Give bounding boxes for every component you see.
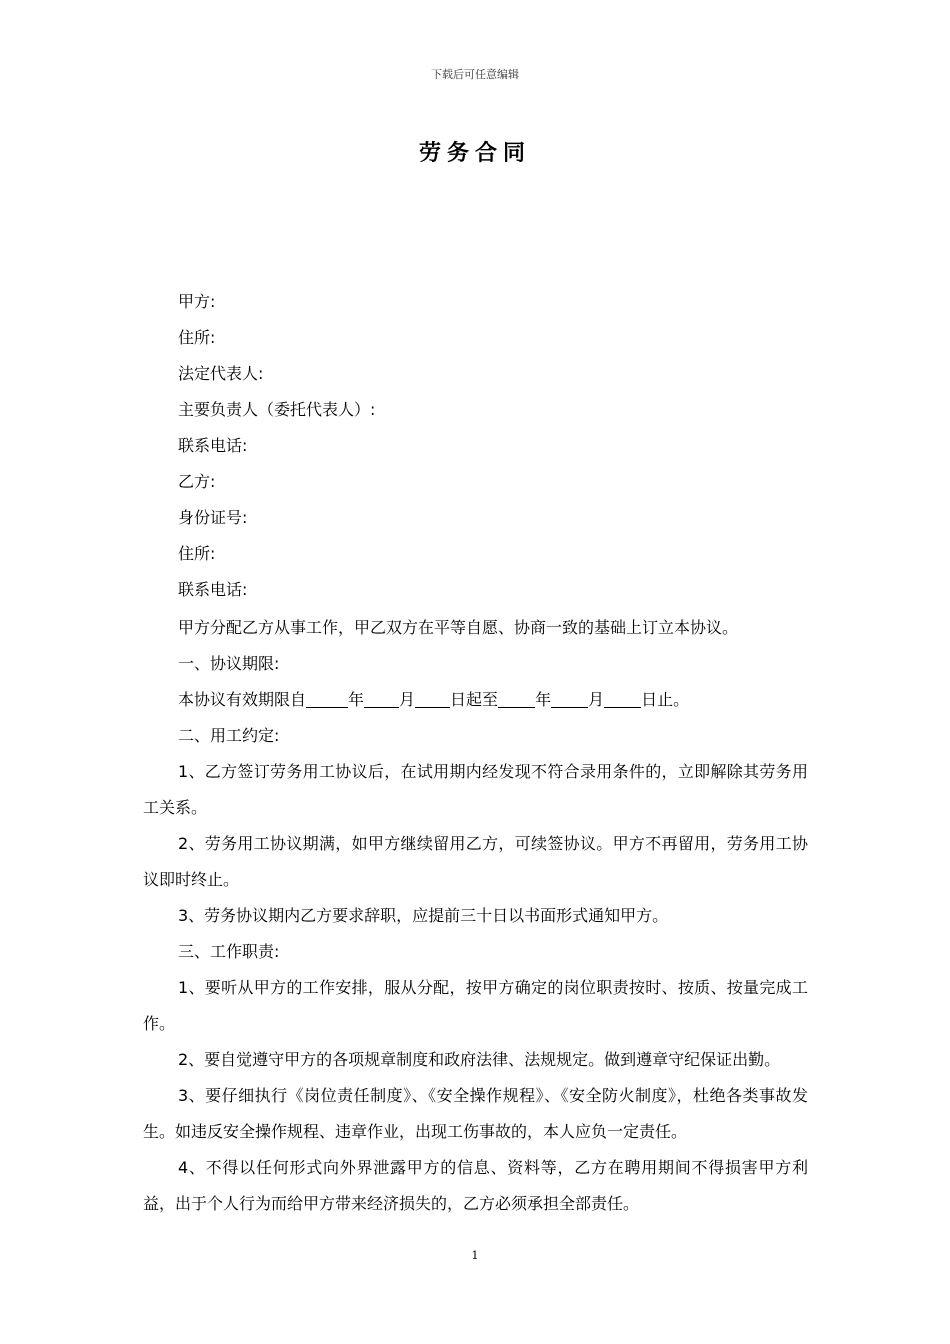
duty-item-4: 4、不得以任何形式向外界泄露甲方的信息、资料等，乙方在聘用期间不得损害甲方利益，出于个人行为而给甲方带来经济损失的，乙方必须承担全部责任。 (143, 1158, 808, 1213)
start-day-blank (415, 689, 450, 708)
section-heading-duties: 三、工作职责: (178, 942, 280, 961)
party-b-address-label: 住所: (178, 544, 216, 563)
contract-body (143, 610, 808, 1222)
intro-paragraph: 甲方分配乙方从事工作，甲乙双方在平等自愿、协商一致的基础上订立本协议。 (178, 618, 739, 637)
end-month-blank (551, 689, 588, 708)
principal-label: 主要负责人（委托代表人）: (178, 400, 376, 419)
term-text-month: 月 (399, 690, 416, 709)
term-text-start: 本协议有效期限自 (178, 690, 307, 709)
term-paragraph (143, 682, 808, 718)
party-a-label: 甲方: (178, 292, 216, 311)
term-text-year: 年 (348, 690, 365, 709)
party-b-phone-label: 联系电话: (178, 580, 248, 599)
employment-item-1: 1、乙方签订劳务用工协议后，在试用期内经发现不符合录用条件的，立即解除其劳务用工关系。 (143, 762, 808, 817)
term-text-end: 日止。 (641, 690, 690, 709)
term-text-month-2: 月 (588, 690, 605, 709)
id-number-label: 身份证号: (178, 508, 248, 527)
party-a-address-label: 住所: (178, 328, 216, 347)
party-b-label: 乙方: (178, 472, 216, 491)
start-year-blank (306, 689, 348, 708)
page-number: 1 (471, 1249, 479, 1262)
end-year-blank (498, 689, 535, 708)
employment-item-2: 2、劳务用工协议期满，如甲方继续留用乙方，可续签协议。甲方不再留用，劳务用工协议即时终止。 (143, 834, 808, 889)
start-month-blank (364, 689, 399, 708)
section-heading-term: 一、协议期限: (178, 654, 280, 673)
party-info-block (178, 288, 818, 612)
header-note: 下载后可任意编辑 (431, 68, 519, 81)
end-day-blank (604, 689, 641, 708)
employment-item-3: 3、劳务协议期内乙方要求辞职，应提前三十日以书面形式通知甲方。 (178, 906, 669, 925)
section-heading-employment: 二、用工约定: (178, 726, 280, 745)
term-text-year-2: 年 (535, 690, 552, 709)
duty-item-2: 2、要自觉遵守甲方的各项规章制度和政府法律、法规规定。做到遵章守纪保证出勤。 (178, 1050, 781, 1069)
document-title: 劳务合同 (418, 141, 531, 166)
duty-item-1: 1、要听从甲方的工作安排，服从分配，按甲方确定的岗位职责按时、按质、按量完成工作。 (143, 978, 808, 1033)
term-text-to: 日起至 (450, 690, 499, 709)
legal-representative-label: 法定代表人: (178, 364, 264, 383)
party-a-phone-label: 联系电话: (178, 436, 248, 455)
duty-item-3: 3、要仔细执行《岗位责任制度》、《安全操作规程》、《安全防火制度》，杜绝各类事故发生。如违反安全操作规程、违章作业，出现工伤事故的，本人应负一定责任。 (143, 1086, 808, 1141)
